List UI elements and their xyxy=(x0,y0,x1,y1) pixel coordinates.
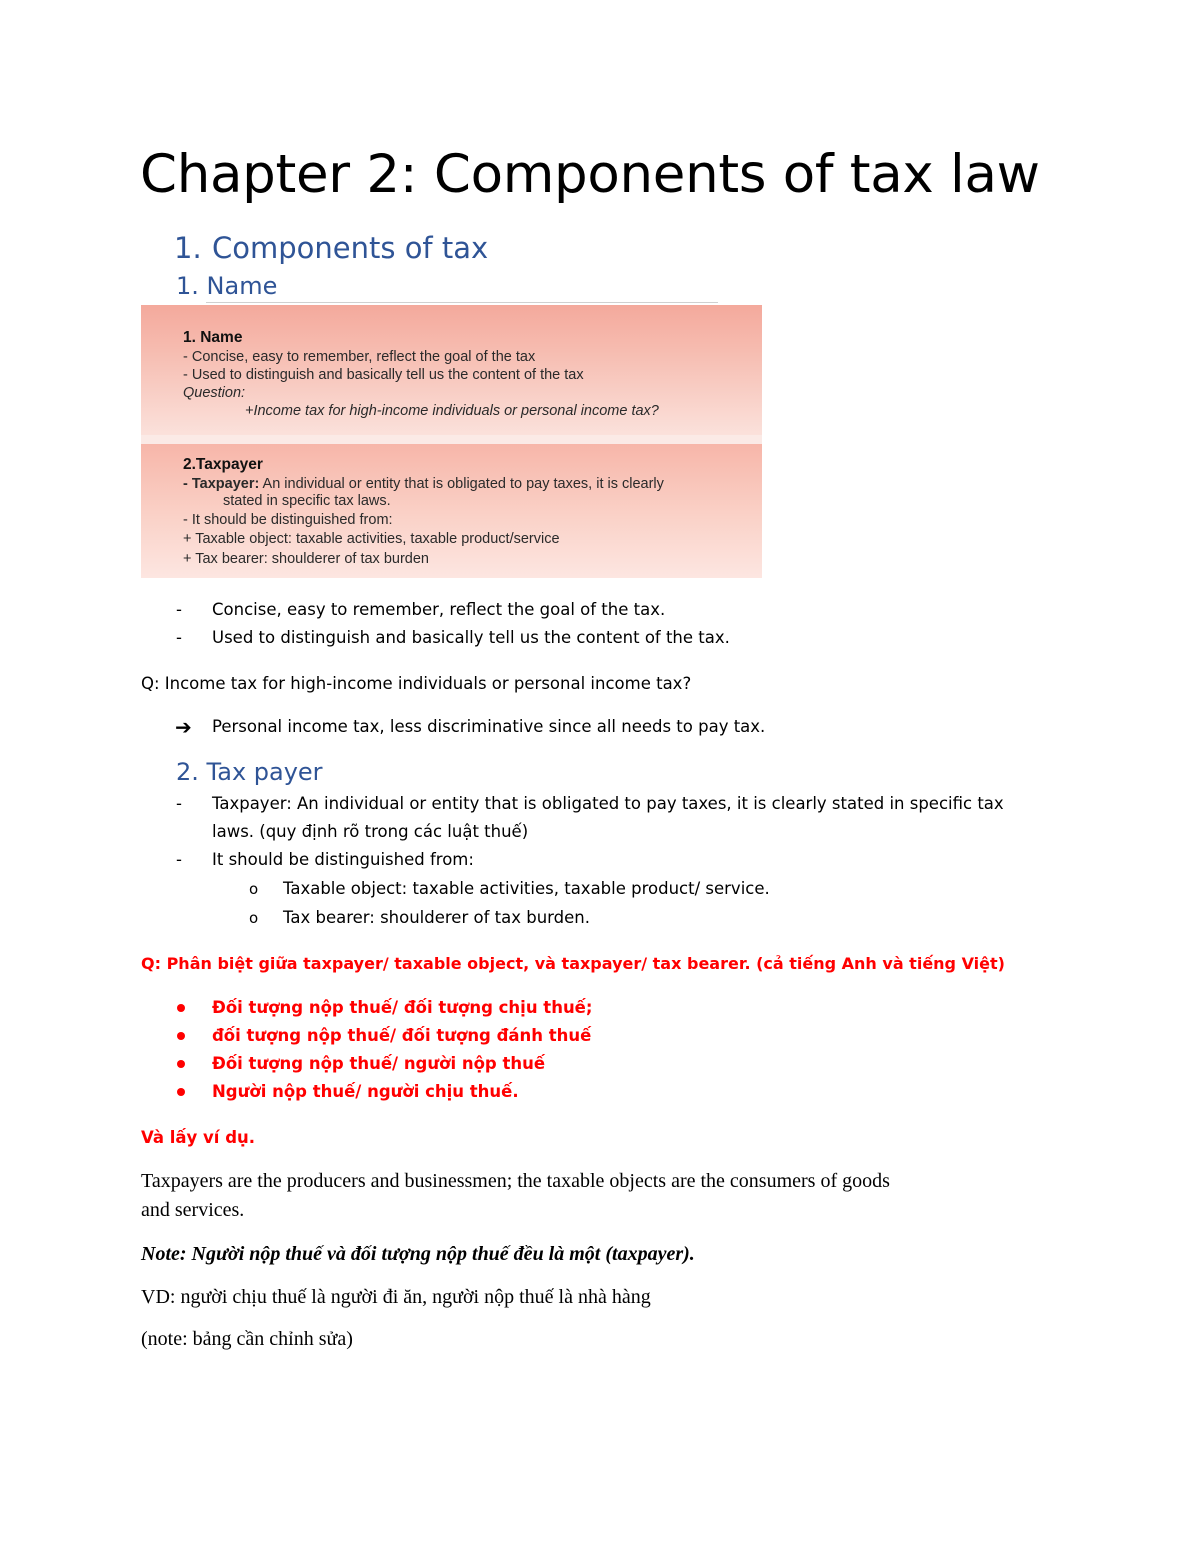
section-number: 1. xyxy=(174,231,202,265)
red-bullet-icon xyxy=(177,1032,185,1040)
slide-image-name xyxy=(141,305,762,435)
question-text: Q: Income tax for high-income individuals or personal income tax? xyxy=(141,674,692,693)
red-bullet-icon xyxy=(177,1088,185,1096)
subheading-label: Name xyxy=(206,272,278,300)
circle-bullet-icon: o xyxy=(249,909,259,927)
paragraph-line: Taxpayers are the producers and businessmen; the taxable objects are the consumers of goods xyxy=(141,1170,890,1192)
subheading-number: 2. xyxy=(176,758,199,786)
list-item: Concise, easy to remember, reflect the goal of the tax. xyxy=(212,600,666,619)
arrow-right-icon: ➔ xyxy=(175,715,192,739)
slide-line: - It should be distinguished from: xyxy=(183,512,393,528)
heading-underline xyxy=(206,302,718,303)
dash-marker: - xyxy=(176,628,182,647)
list-item: Used to distinguish and basically tell us the content of the tax. xyxy=(212,628,730,647)
slide-line: + Tax bearer: shoulderer of tax burden xyxy=(183,551,429,567)
list-item: Taxpayer: An individual or entity that is obligated to pay taxes, it is clearly stated in specific tax xyxy=(212,794,1004,813)
page-title: Chapter 2: Components of tax law xyxy=(140,144,1040,205)
subheading-label: Tax payer xyxy=(206,758,323,786)
list-item-continuation: laws. (quy định rõ trong các luật thuế) xyxy=(212,822,529,841)
section-label: Components of tax xyxy=(212,231,489,265)
subheading-name xyxy=(176,270,277,302)
dash-marker: - xyxy=(176,794,182,813)
list-item: It should be distinguished from: xyxy=(212,850,474,869)
subheading-number: 1. xyxy=(176,272,199,300)
red-list-item: Đối tượng nộp thuế/ người nộp thuế xyxy=(212,1054,546,1073)
slide-definition: An individual or entity that is obligated to pay taxes, it is clearly xyxy=(259,476,664,492)
red-list-item: Đối tượng nộp thuế/ đối tượng chịu thuế; xyxy=(212,998,593,1017)
example-text: VD: người chịu thuế là người đi ăn, người nộp thuế là nhà hàng xyxy=(141,1286,651,1308)
slide-line: stated in specific tax laws. xyxy=(223,493,391,509)
circle-bullet-icon: o xyxy=(249,880,259,898)
slide-line: + Taxable object: taxable activities, taxable product/service xyxy=(183,531,560,547)
slide-heading: 1. Name xyxy=(183,329,243,346)
red-question: Q: Phân biệt giữa taxpayer/ taxable object, và taxpayer/ tax bearer. (cả tiếng Anh và tiếng Việt) xyxy=(141,954,1005,973)
red-list-item: Người nộp thuế/ người chịu thuế. xyxy=(212,1082,519,1101)
table-note-text: (note: bảng cần chỉnh sửa) xyxy=(141,1328,353,1350)
slide-term: - Taxpayer: xyxy=(183,476,260,492)
slide-heading: 2.Taxpayer xyxy=(183,456,263,473)
slide-line xyxy=(183,475,664,493)
dash-marker: - xyxy=(176,850,182,869)
red-example-prompt: Và lấy ví dụ. xyxy=(141,1128,256,1147)
red-bullet-icon xyxy=(177,1060,185,1068)
red-list-item: đối tượng nộp thuế/ đối tượng đánh thuế xyxy=(212,1026,592,1045)
dash-marker: - xyxy=(176,600,182,619)
slide-divider xyxy=(141,435,762,444)
note-text: Note: Người nộp thuế và đối tượng nộp thuế đều là một (taxpayer). xyxy=(141,1243,695,1265)
sub-list-item: Tax bearer: shoulderer of tax burden. xyxy=(283,908,590,927)
sub-list-item: Taxable object: taxable activities, taxable product/ service. xyxy=(283,879,770,898)
slide-question: +Income tax for high-income individuals or personal income tax? xyxy=(245,403,659,419)
slide-item: - Used to distinguish and basically tell us the content of the tax xyxy=(183,367,584,383)
slide-question-label: Question: xyxy=(183,385,246,401)
slide-item: - Concise, easy to remember, reflect the goal of the tax xyxy=(183,349,536,365)
slide-image-taxpayer xyxy=(141,444,762,578)
subheading-taxpayer xyxy=(176,756,323,788)
answer-text: Personal income tax, less discriminative since all needs to pay tax. xyxy=(212,717,766,736)
red-bullet-icon xyxy=(177,1004,185,1012)
paragraph-line: and services. xyxy=(141,1199,245,1221)
section-heading-components xyxy=(174,228,488,268)
